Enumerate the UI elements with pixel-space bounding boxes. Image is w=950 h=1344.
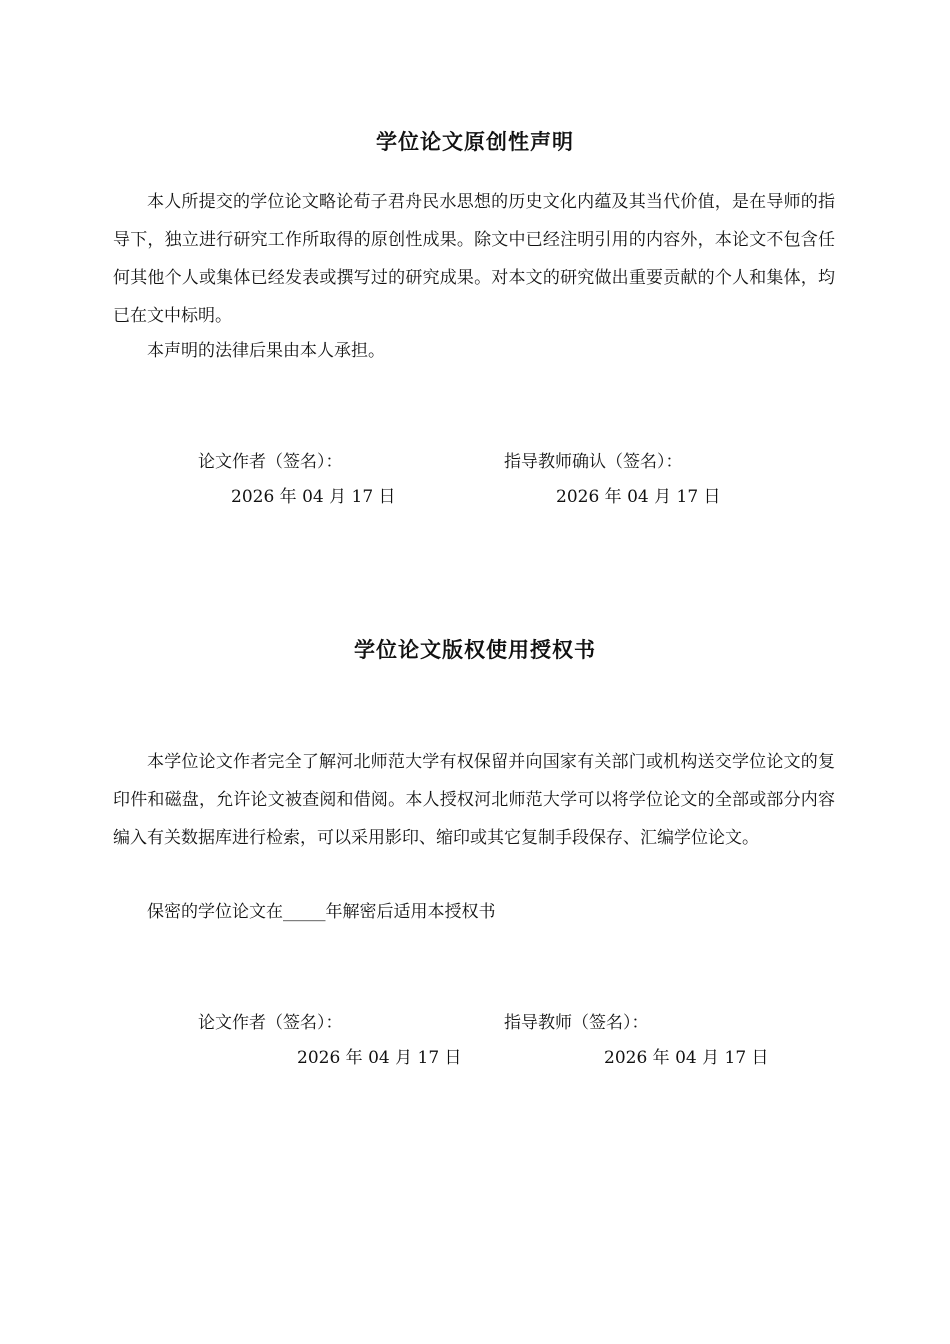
originality-paragraph: 本人所提交的学位论文略论荀子君舟民水思想的历史文化内蕴及其当代价值，是在导师的指导下，独立进行研究工作所取得的原创性成果。除文中已经注明引用的内容外，本论文不包含任何其他个人或集体已经发表或撰写过的研究成果。对本文的研究做出重要贡献的个人和集体，均已在文中标明。 — [113, 192, 835, 326]
originality-author-sign-label: 论文作者（签名）： — [198, 452, 343, 472]
copyright-confidential-paragraph: 保密的学位论文在_____年解密后适用本授权书 — [147, 902, 496, 922]
copyright-advisor-sign-label: 指导教师（签名）： — [504, 1013, 649, 1033]
copyright-title: 学位论文版权使用授权书 — [354, 638, 596, 662]
originality-advisor-date: 2026 年 04 月 17 日 — [556, 487, 721, 507]
originality-advisor-sign-label: 指导教师确认（签名）： — [504, 452, 683, 472]
originality-liability-paragraph: 本声明的法律后果由本人承担。 — [147, 341, 385, 361]
copyright-paragraph: 本学位论文作者完全了解河北师范大学有权保留并向国家有关部门或机构送交学位论文的复印件和磁盘，允许论文被查阅和借阅。本人授权河北师范大学可以将学位论文的全部或部分内容编入有关数据库进行检索，可以采用影印、缩印或其它复制手段保存、汇编学位论文。 — [113, 752, 835, 848]
originality-title: 学位论文原创性声明 — [376, 130, 574, 154]
copyright-advisor-date: 2026 年 04 月 17 日 — [604, 1048, 769, 1068]
originality-author-date: 2026 年 04 月 17 日 — [231, 487, 396, 507]
copyright-author-sign-label: 论文作者（签名）： — [198, 1013, 343, 1033]
copyright-author-date: 2026 年 04 月 17 日 — [297, 1048, 462, 1068]
